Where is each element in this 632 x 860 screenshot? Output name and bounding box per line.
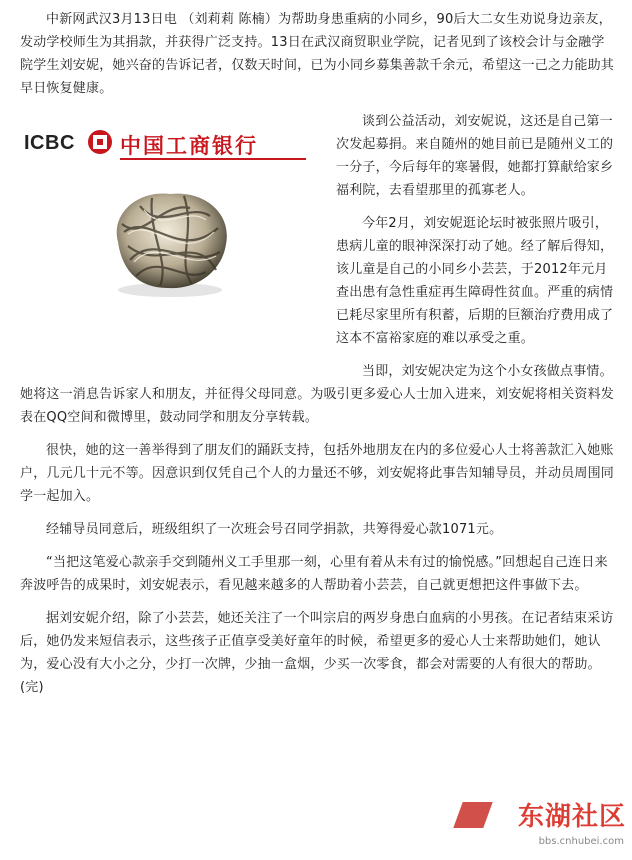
knot-sculpture-icon xyxy=(100,172,240,302)
watermark-title: 东湖社区 xyxy=(517,802,626,832)
article-body xyxy=(20,8,614,707)
logo-underline xyxy=(120,158,306,160)
paragraph-1: 中新网武汉3月13日电 （刘莉莉 陈楠）为帮助身患重病的小同乡，90后大二女生劝说身边亲友，发动学校师生为其捐款，并获得广泛支持。13日在武汉商贸职业学院，记者见到了该校会计与金融学院学生刘安妮，她兴奋的告诉记者，仅数天时间，已为小同乡募集善款千余元，希望这一己之力能助其早日恢复健康。 xyxy=(20,12,615,96)
watermark-logo-icon xyxy=(453,802,492,828)
paragraph-6: 经辅导员同意后，班级组织了一次班会号召同学捐款，共筹得爱心款1071元。 xyxy=(46,522,503,537)
paragraph-7: “当把这笔爱心款亲手交到随州义工手里那一刻，心里有着从未有过的愉悦感。”回想起自己连日来奔波呼告的成果时，刘安妮表示，看见越来越多的人帮助着小芸芸，自己就更想把这件事做下去。 xyxy=(20,555,608,593)
paragraph-4: 当即，刘安妮决定为这个小女孩做点事情。她将这一消息告诉家人和朋友，并征得父母同意。为吸引更多爱心人士加入进来，刘安妮将相关资料发表在QQ空间和微博里，鼓动同学和朋友分享转载。 xyxy=(20,364,615,425)
icbc-logo xyxy=(22,128,312,158)
paragraph-3: 今年2月，刘安妮逛论坛时被张照片吸引，患病儿童的眼神深深打动了她。经了解后得知，该儿童是自己的小同乡小芸芸，于2012年元月查出患有急性重症再生障碍性贫血。严重的病情已耗尽家里所有积蓄，后期的巨额治疗费用成了这本不富裕家庭的难以承受之重。 xyxy=(336,216,614,346)
paragraph-5: 很快，她的这一善举得到了朋友们的踊跃支持，包括外地朋友在内的多位爱心人士将善款汇入她账户，几元几十元不等。因意识到仅凭自己个人的力量还不够，刘安妮将此事告知辅导员，并动员周围同学一起加入。 xyxy=(20,443,615,504)
icbc-brand-cn: 中国工商银行 xyxy=(120,134,258,158)
watermark-url: bbs.cnhubei.com xyxy=(538,836,624,847)
icbc-brand-en: ICBC xyxy=(24,132,75,154)
paragraph-8: 据刘安妮介绍，除了小芸芸，她还关注了一个叫宗启的两岁身患白血病的小男孩。在记者结束采访后，她仍发来短信表示，这些孩子正值享受美好童年的时候，希望更多的爱心人士来帮助她们，她认为，爱心没有大小之分，少打一次牌，少抽一盒烟，少买一次零食，都会对需要的人有很大的帮助。(完) xyxy=(20,611,614,695)
site-watermark xyxy=(458,796,626,856)
icbc-ad[interactable] xyxy=(14,110,324,372)
paragraph-2: 谈到公益活动，刘安妮说，这还是自己第一次发起募捐。来自随州的她目前已是随州义工的一分子，今后每年的寒暑假，她都打算献给家乡福利院，去看望那里的孤寡老人。 xyxy=(336,114,614,198)
icbc-seal-icon xyxy=(88,130,112,154)
